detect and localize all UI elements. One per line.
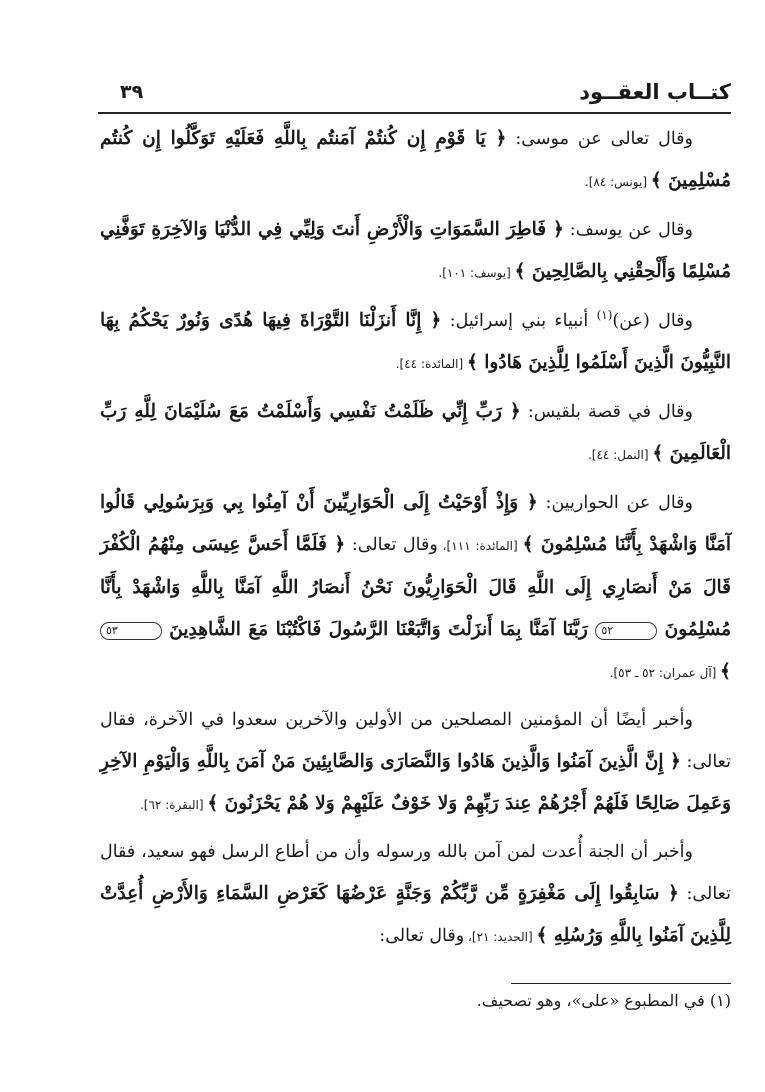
paragraph-lead: وقال عن الحواريين: — [537, 493, 694, 513]
paragraph-lead: وأخبر أن الجنة أُعدت لمن آمن بالله ورسوله وأن من أطاع الرسل فهو سعيد، فقال تعالى: — [100, 842, 731, 904]
paragraph-lead: وأخبر أيضًا أن المؤمنين المصلحين من الأولين والآخرين سعدوا في الآخرة، فقال تعالى: — [100, 710, 731, 772]
running-title: كتــاب العقــود — [579, 80, 731, 104]
ayah-number-marker: ٥٢ — [595, 622, 657, 640]
page-header — [98, 76, 731, 114]
paragraph-believers — [100, 700, 731, 826]
verse-reference: [النمل: ٤٤]. — [587, 448, 653, 462]
verse-reference: [آل عمران: ٥٢ ـ ٥٣]. — [609, 666, 721, 680]
paragraph-disciples — [100, 482, 731, 694]
quran-verse-part: ﴾ — [720, 661, 731, 682]
paragraph-moses — [100, 118, 731, 203]
main-text — [100, 118, 731, 964]
quran-verse-part: ﴿ فَلَمَّا أَحَسَّ عِيسَى مِنْهُمُ الْكُفْرَ قَالَ مَنْ أَنصَارِي إِلَى اللَّهِ قَالَ الْحَوَارِيُّونَ نَحْنُ أَنصَارُ اللَّهِ آمَنَّا بِاللَّهِ وَاشْهَدْ بِأَنَّا مُسْلِمُونَ — [100, 534, 731, 640]
quran-verse: ﴿ سَابِقُوا إِلَى مَغْفِرَةٍ مِّن رَّبِّكُمْ وَجَنَّةٍ عَرْضُهَا كَعَرْضِ السَّمَاءِ وَالأَرْضِ أُعِدَّتْ لِلَّذِينَ آمَنُوا بِاللَّهِ وَرُسُلِهِ ﴾ — [100, 883, 731, 946]
paragraph-bilqis — [100, 391, 731, 476]
verse-reference: [المائدة: ٤٤]. — [395, 357, 467, 371]
quran-verse-part: رَبَّنَا آمَنَّا بِمَا أَنزَلْتَ وَاتَّبَعْنَا الرَّسُولَ فَاكْتُبْنَا مَعَ الشَّاهِدِينَ — [161, 619, 596, 640]
quran-verse: ﴿ فَاطِرَ السَّمَوَاتِ وَالْأَرْضِ أَنتَ وَلِيِّي فِي الدُّنْيَا وَالآخِرَةِ تَوَفَّنِي مُسْلِمًا وَأَلْحِقْنِي بِالصَّالِحِينَ ﴾ — [100, 219, 731, 282]
paragraph-lead: وقال في قصة بلقيس: — [520, 402, 693, 422]
paragraph-lead-continued: أنبياء بني إسرائيل: — [441, 311, 597, 331]
paragraph-lead: وقال عن يوسف: — [563, 220, 693, 240]
paragraph-tail: وقال تعالى: — [379, 926, 465, 946]
page-number: ٣٩ — [120, 81, 144, 103]
paragraph-lead: وقال (عن) — [612, 311, 693, 331]
paragraph-connector: وقال تعالى: — [345, 535, 438, 555]
paragraph-prophets — [100, 300, 731, 385]
verse-reference: [المائدة: ١١١]، — [437, 539, 523, 553]
verse-reference: [الحديد: ٢١]، — [464, 930, 537, 944]
footnote: (١) في المطبوع «على»، وهو تصحيف. — [476, 991, 731, 1010]
quran-verse: ﴿ إِنَّ الَّذِينَ آمَنُوا وَالَّذِينَ هَادُوا وَالنَّصَارَى وَالصَّابِئِينَ مَنْ آمَنَ بِاللَّهِ وَالْيَوْمِ الآخِرِ وَعَمِلَ صَالِحًا فَلَهُمْ أَجْرُهُمْ عِندَ رَبِّهِمْ وَلا خَوْفٌ عَلَيْهِمْ وَلا هُمْ يَحْزَنُونَ ﴾ — [100, 751, 731, 814]
verse-reference: [يونس: ٨٤]. — [584, 175, 651, 189]
quran-verse: ﴿ رَبِّ إِنِّي ظَلَمْتُ نَفْسِي وَأَسْلَمْتُ مَعَ سُلَيْمَانَ لِلَّهِ رَبِّ الْعَالَمِينَ ﴾ — [100, 401, 731, 464]
quran-verse: ﴿ إِنَّا أَنزَلْنَا التَّوْرَاةَ فِيهَا هُدًى وَنُورٌ يَحْكُمُ بِهَا النَّبِيُّونَ الَّذِينَ أَسْلَمُوا لِلَّذِينَ هَادُوا ﴾ — [100, 310, 731, 373]
quran-verse: ﴿ يَا قَوْمِ إِن كُنتُمْ آمَنتُم بِاللَّهِ فَعَلَيْهِ تَوَكَّلُوا إِن كُنتُم مُسْلِمِينَ ﴾ — [100, 128, 731, 191]
ayah-number-marker: ٥٣ — [100, 622, 162, 640]
verse-reference: [يوسف: ١٠١]. — [438, 266, 515, 280]
paragraph-lead: وقال تعالى عن موسى: — [506, 129, 693, 149]
quran-verse: ﴿ وَإِذْ أَوْحَيْتُ إِلَى الْحَوَارِيِّينَ أَنْ آمِنُوا بِي وَبِرَسُولِي قَالُوا آمَنَّا وَاشْهَدْ بِأَنَّنَا مُسْلِمُونَ ﴾ — [100, 492, 731, 555]
verse-reference: [البقرة: ٦٢]. — [139, 798, 208, 812]
paragraph-yusuf — [100, 209, 731, 294]
footnote-divider — [511, 983, 731, 984]
paragraph-paradise — [100, 832, 731, 958]
footnote-marker: (١) — [596, 308, 613, 323]
